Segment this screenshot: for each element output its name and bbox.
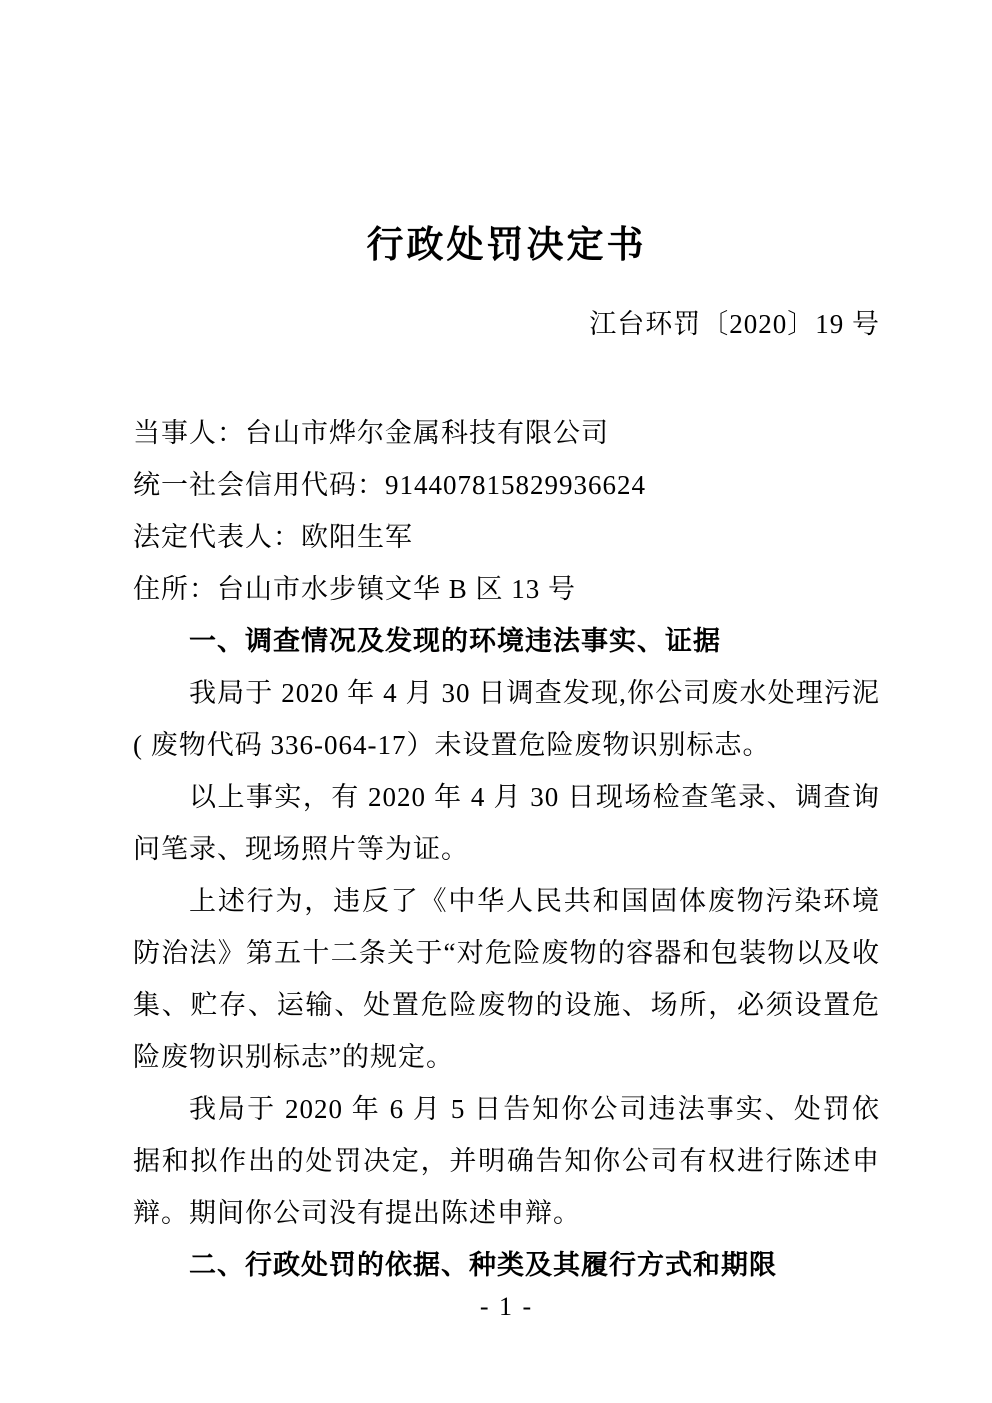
section-1-paragraph-4: 我局于 2020 年 6 月 5 日告知你公司违法事实、处罚依据和拟作出的处罚决定，并明确告知你公司有权进行陈述申辩。期间你公司没有提出陈述申辩。 xyxy=(133,1094,880,1228)
section-1-paragraph-2: 以上事实，有 2020 年 4 月 30 日现场检查笔录、调查询问笔录、现场照片等为证。 xyxy=(133,782,880,864)
section-2-heading: 二、行政处罚的依据、种类及其履行方式和期限 xyxy=(189,1250,777,1280)
legal-rep-line: 法定代表人：欧阳生军 xyxy=(133,522,413,552)
credit-code-line: 统一社会信用代码：914407815829936624 xyxy=(133,470,646,500)
section-1-paragraph-1: 我局于 2020 年 4 月 30 日调查发现,你公司废水处理污泥( 废物代码 336-064-17）未设置危险废物识别标志。 xyxy=(133,678,880,760)
section-1-heading: 一、调查情况及发现的环境违法事实、证据 xyxy=(189,626,721,656)
party-line: 当事人：台山市烨尔金属科技有限公司 xyxy=(133,418,609,448)
document-body xyxy=(133,407,880,1291)
address-line: 住所：台山市水步镇文华 B 区 13 号 xyxy=(133,574,577,604)
document-number: 江台环罚〔2020〕19 号 xyxy=(589,309,880,339)
section-1-paragraph-3: 上述行为，违反了《中华人民共和国固体废物污染环境防治法》第五十二条关于“对危险废物的容器和包装物以及收集、贮存、运输、处置危险废物的设施、场所，必须设置危险废物识别标志”的规定。 xyxy=(133,886,880,1072)
document-title: 行政处罚决定书 xyxy=(366,225,647,266)
page-number: - 1 - xyxy=(479,1292,534,1321)
